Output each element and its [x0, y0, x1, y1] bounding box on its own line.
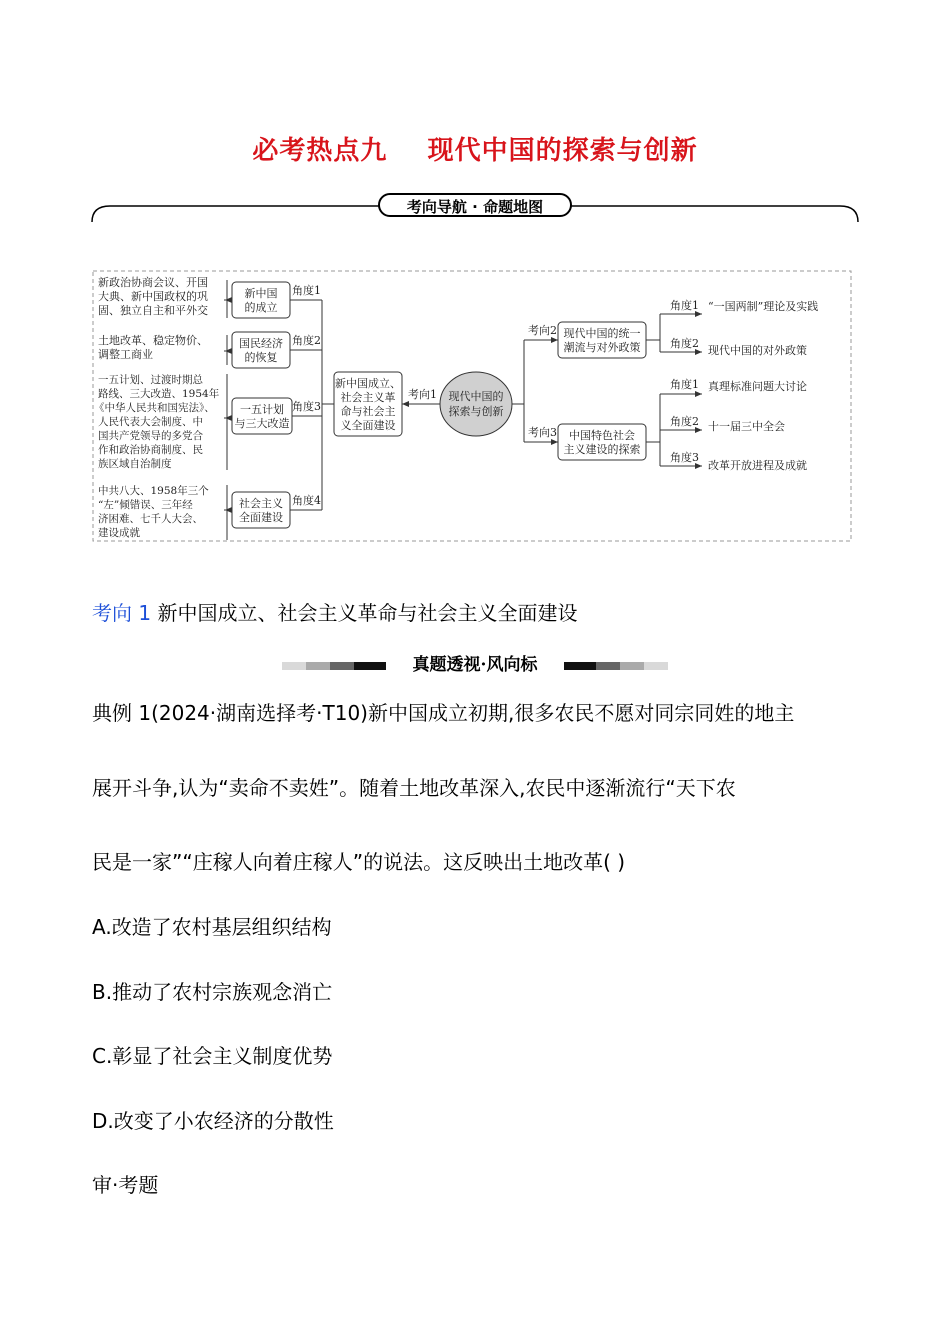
question-line-1: 典例 1(2024·湖南选择考·T10)新中国成立初期,很多农民不愿对同宗同姓的地主 — [92, 701, 795, 725]
d2-detail-1: “一国两制”理论及实践 — [708, 300, 819, 313]
option-a[interactable]: A.改造了农村基层组织结构 — [92, 915, 332, 939]
review-heading: 审·考题 — [92, 1173, 159, 1197]
page-title: 必考热点九 现代中国的探索与创新 — [252, 136, 698, 166]
svg-text:国民经济: 国民经济 — [239, 337, 283, 350]
detail-2 — [98, 333, 208, 361]
direction1-heading — [92, 597, 577, 626]
svg-text:中共八大、1958年三个: 中共八大、1958年三个 — [98, 485, 209, 497]
left-angle-4: 角度4 — [292, 494, 321, 507]
svg-text:“左”倾错误、三年经: “左”倾错误、三年经 — [98, 499, 193, 511]
center-node — [440, 372, 512, 436]
box-angle-1 — [232, 282, 290, 318]
svg-text:建设成就: 建设成就 — [98, 527, 140, 539]
svg-text:现代中国的统一: 现代中国的统一 — [563, 327, 641, 340]
svg-text:土地改革、稳定物价、: 土地改革、稳定物价、 — [98, 334, 208, 347]
box-angle-3 — [232, 398, 292, 434]
svg-text:义全面建设: 义全面建设 — [340, 419, 396, 432]
svg-text:一五计划、过渡时期总: 一五计划、过渡时期总 — [98, 374, 203, 386]
left-angle-3: 角度3 — [292, 400, 321, 413]
svg-text:社会主义: 社会主义 — [239, 497, 283, 510]
svg-text:探索与创新: 探索与创新 — [448, 405, 504, 418]
d2-angle-2: 角度2 — [670, 337, 699, 350]
svg-text:济困难、七千人大会、: 济困难、七千人大会、 — [98, 513, 203, 525]
d3-angle-2: 角度2 — [670, 415, 699, 428]
svg-text:《中华人民共和国宪法》、: 《中华人民共和国宪法》、 — [94, 402, 215, 414]
direction2-box — [558, 322, 646, 358]
svg-text:新中国成立、: 新中国成立、 — [335, 377, 401, 390]
d2-detail-2: 现代中国的对外政策 — [708, 344, 807, 357]
d3-angle-1: 角度1 — [670, 378, 699, 391]
svg-text:的成立: 的成立 — [244, 301, 278, 314]
d3-angle-3: 角度3 — [670, 451, 699, 464]
svg-text:现代中国的: 现代中国的 — [448, 390, 504, 403]
d3-detail-1: 真理标准问题大讨论 — [708, 380, 807, 393]
svg-text:国共产党领导的多党合: 国共产党领导的多党合 — [98, 430, 203, 442]
svg-text:主义建设的探索: 主义建设的探索 — [563, 443, 641, 456]
d3-detail-2: 十一届三中全会 — [708, 420, 785, 433]
svg-text:社会主义革: 社会主义革 — [340, 391, 396, 404]
nav-label: 考向导航 · 命题地图 — [378, 193, 572, 217]
direction1-tag: 考向 1 — [92, 601, 152, 625]
svg-text:族区域自治制度: 族区域自治制度 — [98, 458, 172, 470]
svg-text:调整工商业: 调整工商业 — [98, 348, 153, 361]
box-angle-4 — [232, 492, 290, 528]
detail-3 — [94, 373, 220, 470]
direction2-label: 考向2 — [528, 324, 557, 337]
svg-text:人民代表大会制度、中: 人民代表大会制度、中 — [98, 416, 203, 428]
svg-text:与三大改造: 与三大改造 — [234, 417, 290, 430]
option-b[interactable]: B.推动了农村宗族观念消亡 — [92, 980, 333, 1004]
direction1-box — [334, 372, 402, 436]
option-c[interactable]: C.彰显了社会主义制度优势 — [92, 1044, 333, 1068]
svg-text:路线、三大改造、1954年: 路线、三大改造、1954年 — [98, 388, 220, 400]
svg-text:中国特色社会: 中国特色社会 — [569, 429, 635, 442]
svg-text:全面建设: 全面建设 — [239, 511, 283, 524]
left-angle-2: 角度2 — [292, 334, 321, 347]
detail-1 — [98, 275, 208, 317]
detail-4 — [98, 484, 209, 539]
svg-text:的恢复: 的恢复 — [244, 351, 278, 364]
svg-text:新政治协商会议、开国: 新政治协商会议、开国 — [98, 276, 208, 289]
section-label: 真题透视·风向标 — [412, 655, 538, 675]
svg-text:大典、新中国政权的巩: 大典、新中国政权的巩 — [98, 290, 208, 303]
direction1-label: 考向1 — [408, 388, 437, 401]
d3-detail-3: 改革开放进程及成就 — [708, 459, 807, 472]
svg-text:命与社会主: 命与社会主 — [340, 405, 396, 418]
box-angle-2 — [232, 332, 290, 368]
mind-map — [92, 270, 852, 542]
question-line-3: 民是一家”“庄稼人向着庄稼人”的说法。这反映出土地改革( ) — [92, 850, 626, 874]
question-line-2: 展开斗争,认为“卖命不卖姓”。随着土地改革深入,农民中逐渐流行“天下农 — [92, 776, 736, 800]
direction3-box — [558, 424, 646, 460]
svg-text:作和政治协商制度、民: 作和政治协商制度、民 — [98, 444, 203, 456]
left-angle-1: 角度1 — [292, 284, 321, 297]
direction1-text: 新中国成立、社会主义革命与社会主义全面建设 — [157, 601, 578, 625]
d2-angle-1: 角度1 — [670, 299, 699, 312]
svg-text:潮流与对外政策: 潮流与对外政策 — [563, 341, 641, 354]
svg-text:新中国: 新中国 — [244, 287, 278, 300]
option-d[interactable]: D.改变了小农经济的分散性 — [92, 1109, 334, 1133]
direction3-label: 考向3 — [528, 426, 557, 439]
svg-text:固、独立自主和平外交: 固、独立自主和平外交 — [98, 304, 208, 317]
svg-text:一五计划: 一五计划 — [240, 403, 284, 416]
